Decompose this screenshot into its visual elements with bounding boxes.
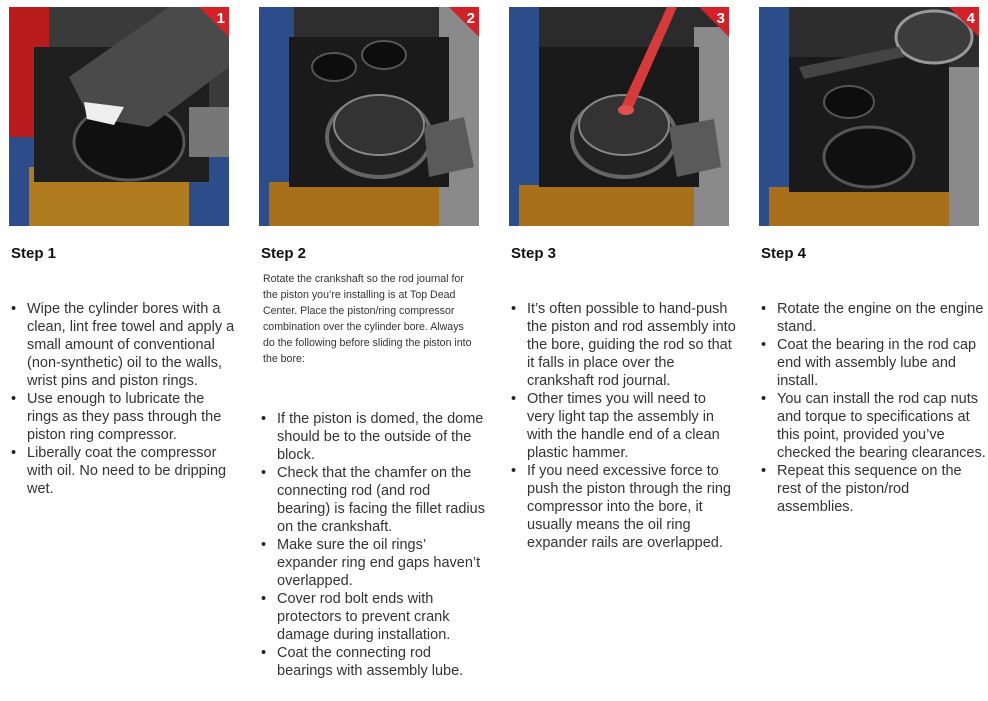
step-4-badge-number: 4 bbox=[966, 10, 975, 27]
photo-piston-in-ring-compressor-icon bbox=[259, 7, 479, 226]
step-4-bullet-list bbox=[759, 300, 987, 516]
step-3-bullet: • Other times you will need to very light tap the assembly in with the handle end of a clean plastic hammer. bbox=[527, 390, 737, 462]
step-1-bullet: • Liberally coat the compressor with oil. No need to be dripping wet. bbox=[27, 444, 237, 498]
step-4-bullet: • Rotate the engine on the engine stand. bbox=[777, 300, 987, 336]
step-1-bullet: • Wipe the cylinder bores with a clean, lint free towel and apply a small amount of conventional (non-synthetic) oil to the walls, wrist pins and piston rings. bbox=[27, 300, 237, 390]
step-4-bullet: • You can install the rod cap nuts and torque to specifications at this point, provided you’ve checked the bearing clearances. bbox=[777, 390, 987, 462]
step-3-photo bbox=[509, 7, 729, 226]
step-3-badge-number: 3 bbox=[716, 10, 725, 27]
photo-hammer-handle-tapping-piston-icon bbox=[509, 7, 729, 226]
step-2-bullet: • Check that the chamfer on the connecting rod (and rod bearing) is facing the fillet radius on the crankshaft. bbox=[277, 464, 487, 536]
photo-ring-compressor-removed-icon bbox=[759, 7, 979, 226]
step-1-bullet-list bbox=[9, 300, 237, 498]
step-1-badge-number: 1 bbox=[216, 10, 225, 27]
step-2-title: Step 2 bbox=[261, 245, 307, 262]
step-4-title: Step 4 bbox=[761, 245, 807, 262]
step-2-bullet: • Make sure the oil rings’ expander ring end gaps haven’t overlapped. bbox=[277, 536, 487, 590]
step-3-bullet-list bbox=[509, 300, 737, 552]
step-2-bullet: • Cover rod bolt ends with protectors to prevent crank damage during installation. bbox=[277, 590, 487, 644]
step-4-bullet: • Coat the bearing in the rod cap end with assembly lube and install. bbox=[777, 336, 987, 390]
step-4-bullet: • Repeat this sequence on the rest of the piston/rod assemblies. bbox=[777, 462, 987, 516]
step-1-title: Step 1 bbox=[11, 245, 57, 262]
step-3-bullet: • It’s often possible to hand-push the piston and rod assembly into the bore, guiding the rod so that it falls in place over the crankshaft rod journal. bbox=[527, 300, 737, 390]
photo-wiping-cylinder-bore-icon bbox=[9, 7, 229, 226]
step-2-bullet: • If the piston is domed, the dome should be to the outside of the block. bbox=[277, 410, 487, 464]
step-1-bullet: • Use enough to lubricate the rings as they pass through the piston ring compressor. bbox=[27, 390, 237, 444]
step-2-badge-number: 2 bbox=[466, 10, 475, 27]
step-2-bullet-list bbox=[259, 410, 487, 680]
step-3-bullet: • If you need excessive force to push the piston through the ring compressor into the bore, it usually means the oil ring expander rails are overlapped. bbox=[527, 462, 737, 552]
step-2-intro: Rotate the crankshaft so the rod journal for the piston you’re installing is at Top Dead Center. Place the piston/ring compressor combination over the cylinder bore. Always do the following before sliding the piston into the bore: bbox=[263, 273, 472, 365]
step-4-photo bbox=[759, 7, 979, 226]
step-3-title: Step 3 bbox=[511, 245, 557, 262]
step-1-photo bbox=[9, 7, 229, 226]
step-2-photo bbox=[259, 7, 479, 226]
step-2-bullet: • Coat the connecting rod bearings with assembly lube. bbox=[277, 644, 487, 680]
